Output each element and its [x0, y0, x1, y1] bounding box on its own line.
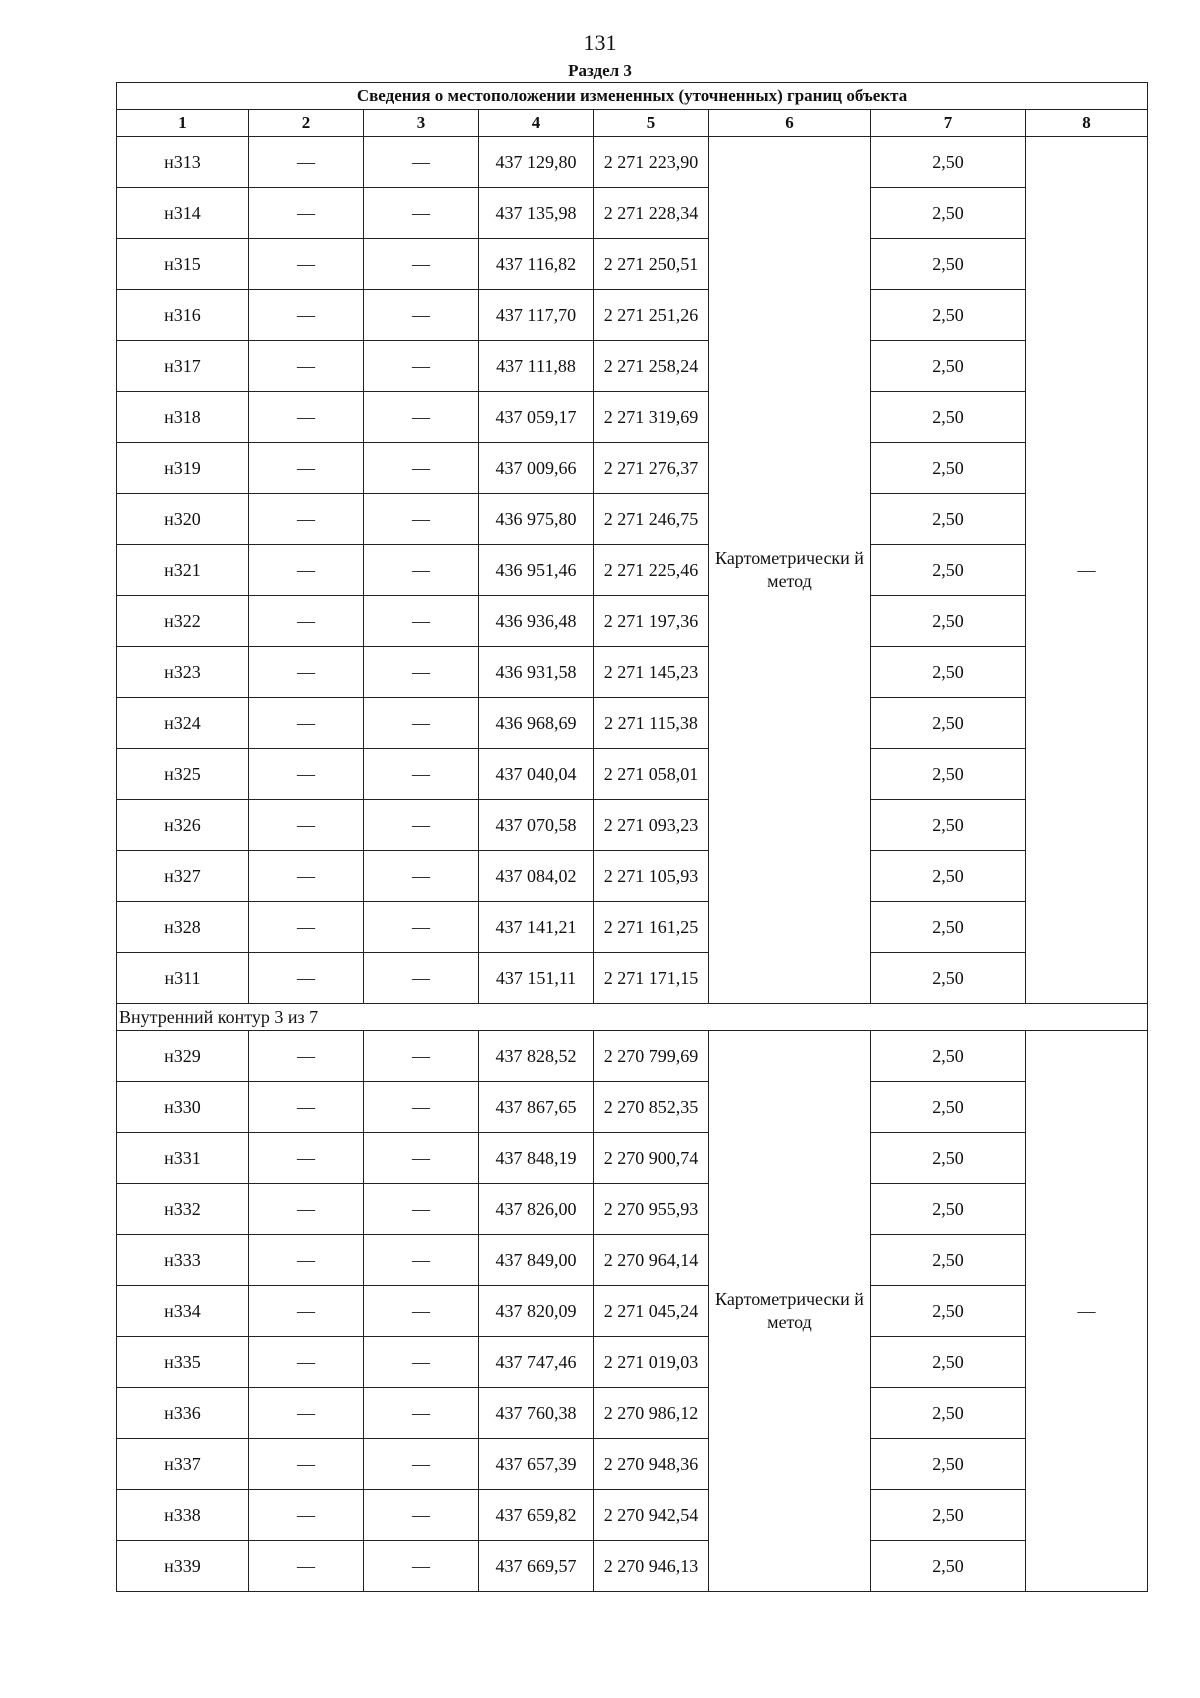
col3-dash: —	[364, 1082, 479, 1133]
coordinate-y: 2 271 045,24	[594, 1286, 709, 1337]
contour-label-row	[117, 1004, 1148, 1031]
point-name: н311	[117, 953, 249, 1004]
col2-dash: —	[249, 953, 364, 1004]
page-number: 131	[583, 30, 617, 55]
coordinate-x: 437 135,98	[479, 188, 594, 239]
coordinate-y: 2 271 105,93	[594, 851, 709, 902]
table-row	[117, 1541, 1148, 1592]
table-row	[117, 1082, 1148, 1133]
col3-dash: —	[364, 290, 479, 341]
accuracy-value: 2,50	[871, 239, 1026, 290]
col3-dash: —	[364, 1184, 479, 1235]
table-row	[117, 1337, 1148, 1388]
col3-dash: —	[364, 494, 479, 545]
coordinate-x: 436 951,46	[479, 545, 594, 596]
coordinate-y: 2 271 019,03	[594, 1337, 709, 1388]
col2-dash: —	[249, 239, 364, 290]
coordinate-y: 2 271 093,23	[594, 800, 709, 851]
point-name: н334	[117, 1286, 249, 1337]
table-row	[117, 953, 1148, 1004]
coordinate-x: 436 975,80	[479, 494, 594, 545]
point-name: н330	[117, 1082, 249, 1133]
col3-dash: —	[364, 1337, 479, 1388]
point-name: н337	[117, 1439, 249, 1490]
coordinate-x: 437 849,00	[479, 1235, 594, 1286]
column-number-8: 8	[1026, 110, 1148, 137]
coordinate-x: 437 116,82	[479, 239, 594, 290]
coordinate-y: 2 271 171,15	[594, 953, 709, 1004]
col3-dash: —	[364, 1133, 479, 1184]
col2-dash: —	[249, 1082, 364, 1133]
accuracy-value: 2,50	[871, 1490, 1026, 1541]
coordinate-y: 2 271 115,38	[594, 698, 709, 749]
coordinate-y: 2 271 223,90	[594, 137, 709, 188]
point-name: н329	[117, 1031, 249, 1082]
column-number-row	[117, 110, 1148, 137]
point-name: н331	[117, 1133, 249, 1184]
coordinate-y: 2 270 900,74	[594, 1133, 709, 1184]
column-number-2: 2	[249, 110, 364, 137]
accuracy-value: 2,50	[871, 494, 1026, 545]
coordinate-x: 436 936,48	[479, 596, 594, 647]
col2-dash: —	[249, 1133, 364, 1184]
coordinate-x: 437 848,19	[479, 1133, 594, 1184]
coordinate-y: 2 270 986,12	[594, 1388, 709, 1439]
coordinate-x: 437 117,70	[479, 290, 594, 341]
accuracy-value: 2,50	[871, 188, 1026, 239]
point-name: н332	[117, 1184, 249, 1235]
accuracy-value: 2,50	[871, 1286, 1026, 1337]
coordinate-y: 2 271 145,23	[594, 647, 709, 698]
col3-dash: —	[364, 1286, 479, 1337]
col2-dash: —	[249, 902, 364, 953]
coordinate-x: 437 747,46	[479, 1337, 594, 1388]
col3-dash: —	[364, 953, 479, 1004]
col2-dash: —	[249, 1031, 364, 1082]
point-name: н314	[117, 188, 249, 239]
point-name: н328	[117, 902, 249, 953]
col2-dash: —	[249, 1490, 364, 1541]
point-name: н325	[117, 749, 249, 800]
accuracy-value: 2,50	[871, 953, 1026, 1004]
col3-dash: —	[364, 902, 479, 953]
point-name: н326	[117, 800, 249, 851]
point-name: н339	[117, 1541, 249, 1592]
col2-dash: —	[249, 749, 364, 800]
col2-dash: —	[249, 1184, 364, 1235]
table-row	[117, 341, 1148, 392]
accuracy-value: 2,50	[871, 1541, 1026, 1592]
coordinate-x: 437 659,82	[479, 1490, 594, 1541]
coordinate-x: 437 151,11	[479, 953, 594, 1004]
table-row	[117, 647, 1148, 698]
col2-dash: —	[249, 698, 364, 749]
table-row	[117, 1133, 1148, 1184]
accuracy-value: 2,50	[871, 596, 1026, 647]
col2-dash: —	[249, 1439, 364, 1490]
point-name: н319	[117, 443, 249, 494]
col2-dash: —	[249, 290, 364, 341]
coordinate-x: 437 657,39	[479, 1439, 594, 1490]
point-name: н320	[117, 494, 249, 545]
table-row	[117, 1439, 1148, 1490]
point-name: н317	[117, 341, 249, 392]
col3-dash: —	[364, 1490, 479, 1541]
coordinate-x: 436 931,58	[479, 647, 594, 698]
table-row	[117, 1031, 1148, 1082]
coordinate-y: 2 271 228,34	[594, 188, 709, 239]
col3-dash: —	[364, 137, 479, 188]
accuracy-value: 2,50	[871, 749, 1026, 800]
col2-dash: —	[249, 443, 364, 494]
col8-dash: —	[1026, 137, 1148, 1004]
table-row	[117, 188, 1148, 239]
table-row	[117, 137, 1148, 188]
col2-dash: —	[249, 494, 364, 545]
table-row	[117, 1490, 1148, 1541]
col3-dash: —	[364, 800, 479, 851]
coordinate-x: 437 040,04	[479, 749, 594, 800]
col2-dash: —	[249, 137, 364, 188]
accuracy-value: 2,50	[871, 1388, 1026, 1439]
point-name: н318	[117, 392, 249, 443]
accuracy-value: 2,50	[871, 1439, 1026, 1490]
table-row	[117, 545, 1148, 596]
accuracy-value: 2,50	[871, 1235, 1026, 1286]
section-title: Раздел 3	[568, 61, 632, 80]
col3-dash: —	[364, 341, 479, 392]
table-row	[117, 800, 1148, 851]
column-number-6: 6	[709, 110, 871, 137]
coordinate-x: 437 828,52	[479, 1031, 594, 1082]
col3-dash: —	[364, 1439, 479, 1490]
point-name: н323	[117, 647, 249, 698]
accuracy-value: 2,50	[871, 443, 1026, 494]
coordinate-x: 437 669,57	[479, 1541, 594, 1592]
method-cell: Картометрически й метод	[709, 1031, 871, 1592]
col3-dash: —	[364, 1235, 479, 1286]
col3-dash: —	[364, 596, 479, 647]
coordinate-y: 2 271 258,24	[594, 341, 709, 392]
accuracy-value: 2,50	[871, 800, 1026, 851]
col3-dash: —	[364, 698, 479, 749]
col2-dash: —	[249, 1235, 364, 1286]
coordinate-y: 2 271 058,01	[594, 749, 709, 800]
col2-dash: —	[249, 392, 364, 443]
table-row	[117, 494, 1148, 545]
accuracy-value: 2,50	[871, 1031, 1026, 1082]
point-name: н327	[117, 851, 249, 902]
coordinate-y: 2 271 276,37	[594, 443, 709, 494]
boundary-coordinates-table	[116, 82, 1148, 1592]
point-name: н322	[117, 596, 249, 647]
coordinate-y: 2 271 197,36	[594, 596, 709, 647]
col3-dash: —	[364, 749, 479, 800]
col3-dash: —	[364, 851, 479, 902]
table-row	[117, 1235, 1148, 1286]
col3-dash: —	[364, 392, 479, 443]
point-name: н324	[117, 698, 249, 749]
point-name: н321	[117, 545, 249, 596]
col2-dash: —	[249, 1337, 364, 1388]
coordinate-y: 2 271 161,25	[594, 902, 709, 953]
accuracy-value: 2,50	[871, 137, 1026, 188]
accuracy-value: 2,50	[871, 647, 1026, 698]
contour-label: Внутренний контур 3 из 7	[117, 1004, 1148, 1031]
table-row	[117, 596, 1148, 647]
coordinate-x: 437 070,58	[479, 800, 594, 851]
column-number-3: 3	[364, 110, 479, 137]
accuracy-value: 2,50	[871, 851, 1026, 902]
col3-dash: —	[364, 1031, 479, 1082]
point-name: н338	[117, 1490, 249, 1541]
accuracy-value: 2,50	[871, 1133, 1026, 1184]
col3-dash: —	[364, 1541, 479, 1592]
accuracy-value: 2,50	[871, 1184, 1026, 1235]
table-row	[117, 749, 1148, 800]
col2-dash: —	[249, 647, 364, 698]
table-row	[117, 698, 1148, 749]
col3-dash: —	[364, 647, 479, 698]
accuracy-value: 2,50	[871, 290, 1026, 341]
coordinate-y: 2 271 246,75	[594, 494, 709, 545]
point-name: н313	[117, 137, 249, 188]
accuracy-value: 2,50	[871, 902, 1026, 953]
accuracy-value: 2,50	[871, 341, 1026, 392]
coordinate-x: 437 111,88	[479, 341, 594, 392]
coordinate-y: 2 271 251,26	[594, 290, 709, 341]
table-row	[117, 1286, 1148, 1337]
coordinate-x: 437 867,65	[479, 1082, 594, 1133]
column-number-7: 7	[871, 110, 1026, 137]
table-row	[117, 1184, 1148, 1235]
col3-dash: —	[364, 1388, 479, 1439]
coordinate-x: 437 129,80	[479, 137, 594, 188]
coordinate-y: 2 270 946,13	[594, 1541, 709, 1592]
column-number-4: 4	[479, 110, 594, 137]
point-name: н336	[117, 1388, 249, 1439]
coordinate-x: 437 141,21	[479, 902, 594, 953]
point-name: н335	[117, 1337, 249, 1388]
accuracy-value: 2,50	[871, 392, 1026, 443]
col2-dash: —	[249, 341, 364, 392]
col8-dash: —	[1026, 1031, 1148, 1592]
coordinate-x: 437 760,38	[479, 1388, 594, 1439]
coordinate-y: 2 271 250,51	[594, 239, 709, 290]
accuracy-value: 2,50	[871, 1082, 1026, 1133]
col2-dash: —	[249, 1541, 364, 1592]
coordinate-y: 2 270 942,54	[594, 1490, 709, 1541]
coordinate-y: 2 270 948,36	[594, 1439, 709, 1490]
point-name: н333	[117, 1235, 249, 1286]
coordinate-x: 436 968,69	[479, 698, 594, 749]
coordinate-x: 437 820,09	[479, 1286, 594, 1337]
coordinate-x: 437 084,02	[479, 851, 594, 902]
table-row	[117, 851, 1148, 902]
point-name: н316	[117, 290, 249, 341]
col2-dash: —	[249, 851, 364, 902]
table-body	[117, 137, 1148, 1592]
col3-dash: —	[364, 545, 479, 596]
accuracy-value: 2,50	[871, 698, 1026, 749]
coordinate-y: 2 271 225,46	[594, 545, 709, 596]
col3-dash: —	[364, 188, 479, 239]
col3-dash: —	[364, 239, 479, 290]
coordinate-x: 437 059,17	[479, 392, 594, 443]
col2-dash: —	[249, 1388, 364, 1439]
col2-dash: —	[249, 596, 364, 647]
coordinate-y: 2 270 799,69	[594, 1031, 709, 1082]
coordinate-x: 437 826,00	[479, 1184, 594, 1235]
column-number-5: 5	[594, 110, 709, 137]
point-name: н315	[117, 239, 249, 290]
coordinate-x: 437 009,66	[479, 443, 594, 494]
coordinate-y: 2 270 964,14	[594, 1235, 709, 1286]
table-row	[117, 1388, 1148, 1439]
coordinate-y: 2 271 319,69	[594, 392, 709, 443]
accuracy-value: 2,50	[871, 1337, 1026, 1388]
coordinate-y: 2 270 955,93	[594, 1184, 709, 1235]
col2-dash: —	[249, 800, 364, 851]
table-row	[117, 392, 1148, 443]
col2-dash: —	[249, 1286, 364, 1337]
col2-dash: —	[249, 545, 364, 596]
column-number-1: 1	[117, 110, 249, 137]
coordinate-y: 2 270 852,35	[594, 1082, 709, 1133]
col3-dash: —	[364, 443, 479, 494]
table-title: Сведения о местоположении измененных (уточненных) границ объекта	[117, 83, 1148, 110]
table-row	[117, 443, 1148, 494]
method-cell: Картометрически й метод	[709, 137, 871, 1004]
col2-dash: —	[249, 188, 364, 239]
table-row	[117, 290, 1148, 341]
accuracy-value: 2,50	[871, 545, 1026, 596]
table-row	[117, 902, 1148, 953]
table-row	[117, 239, 1148, 290]
